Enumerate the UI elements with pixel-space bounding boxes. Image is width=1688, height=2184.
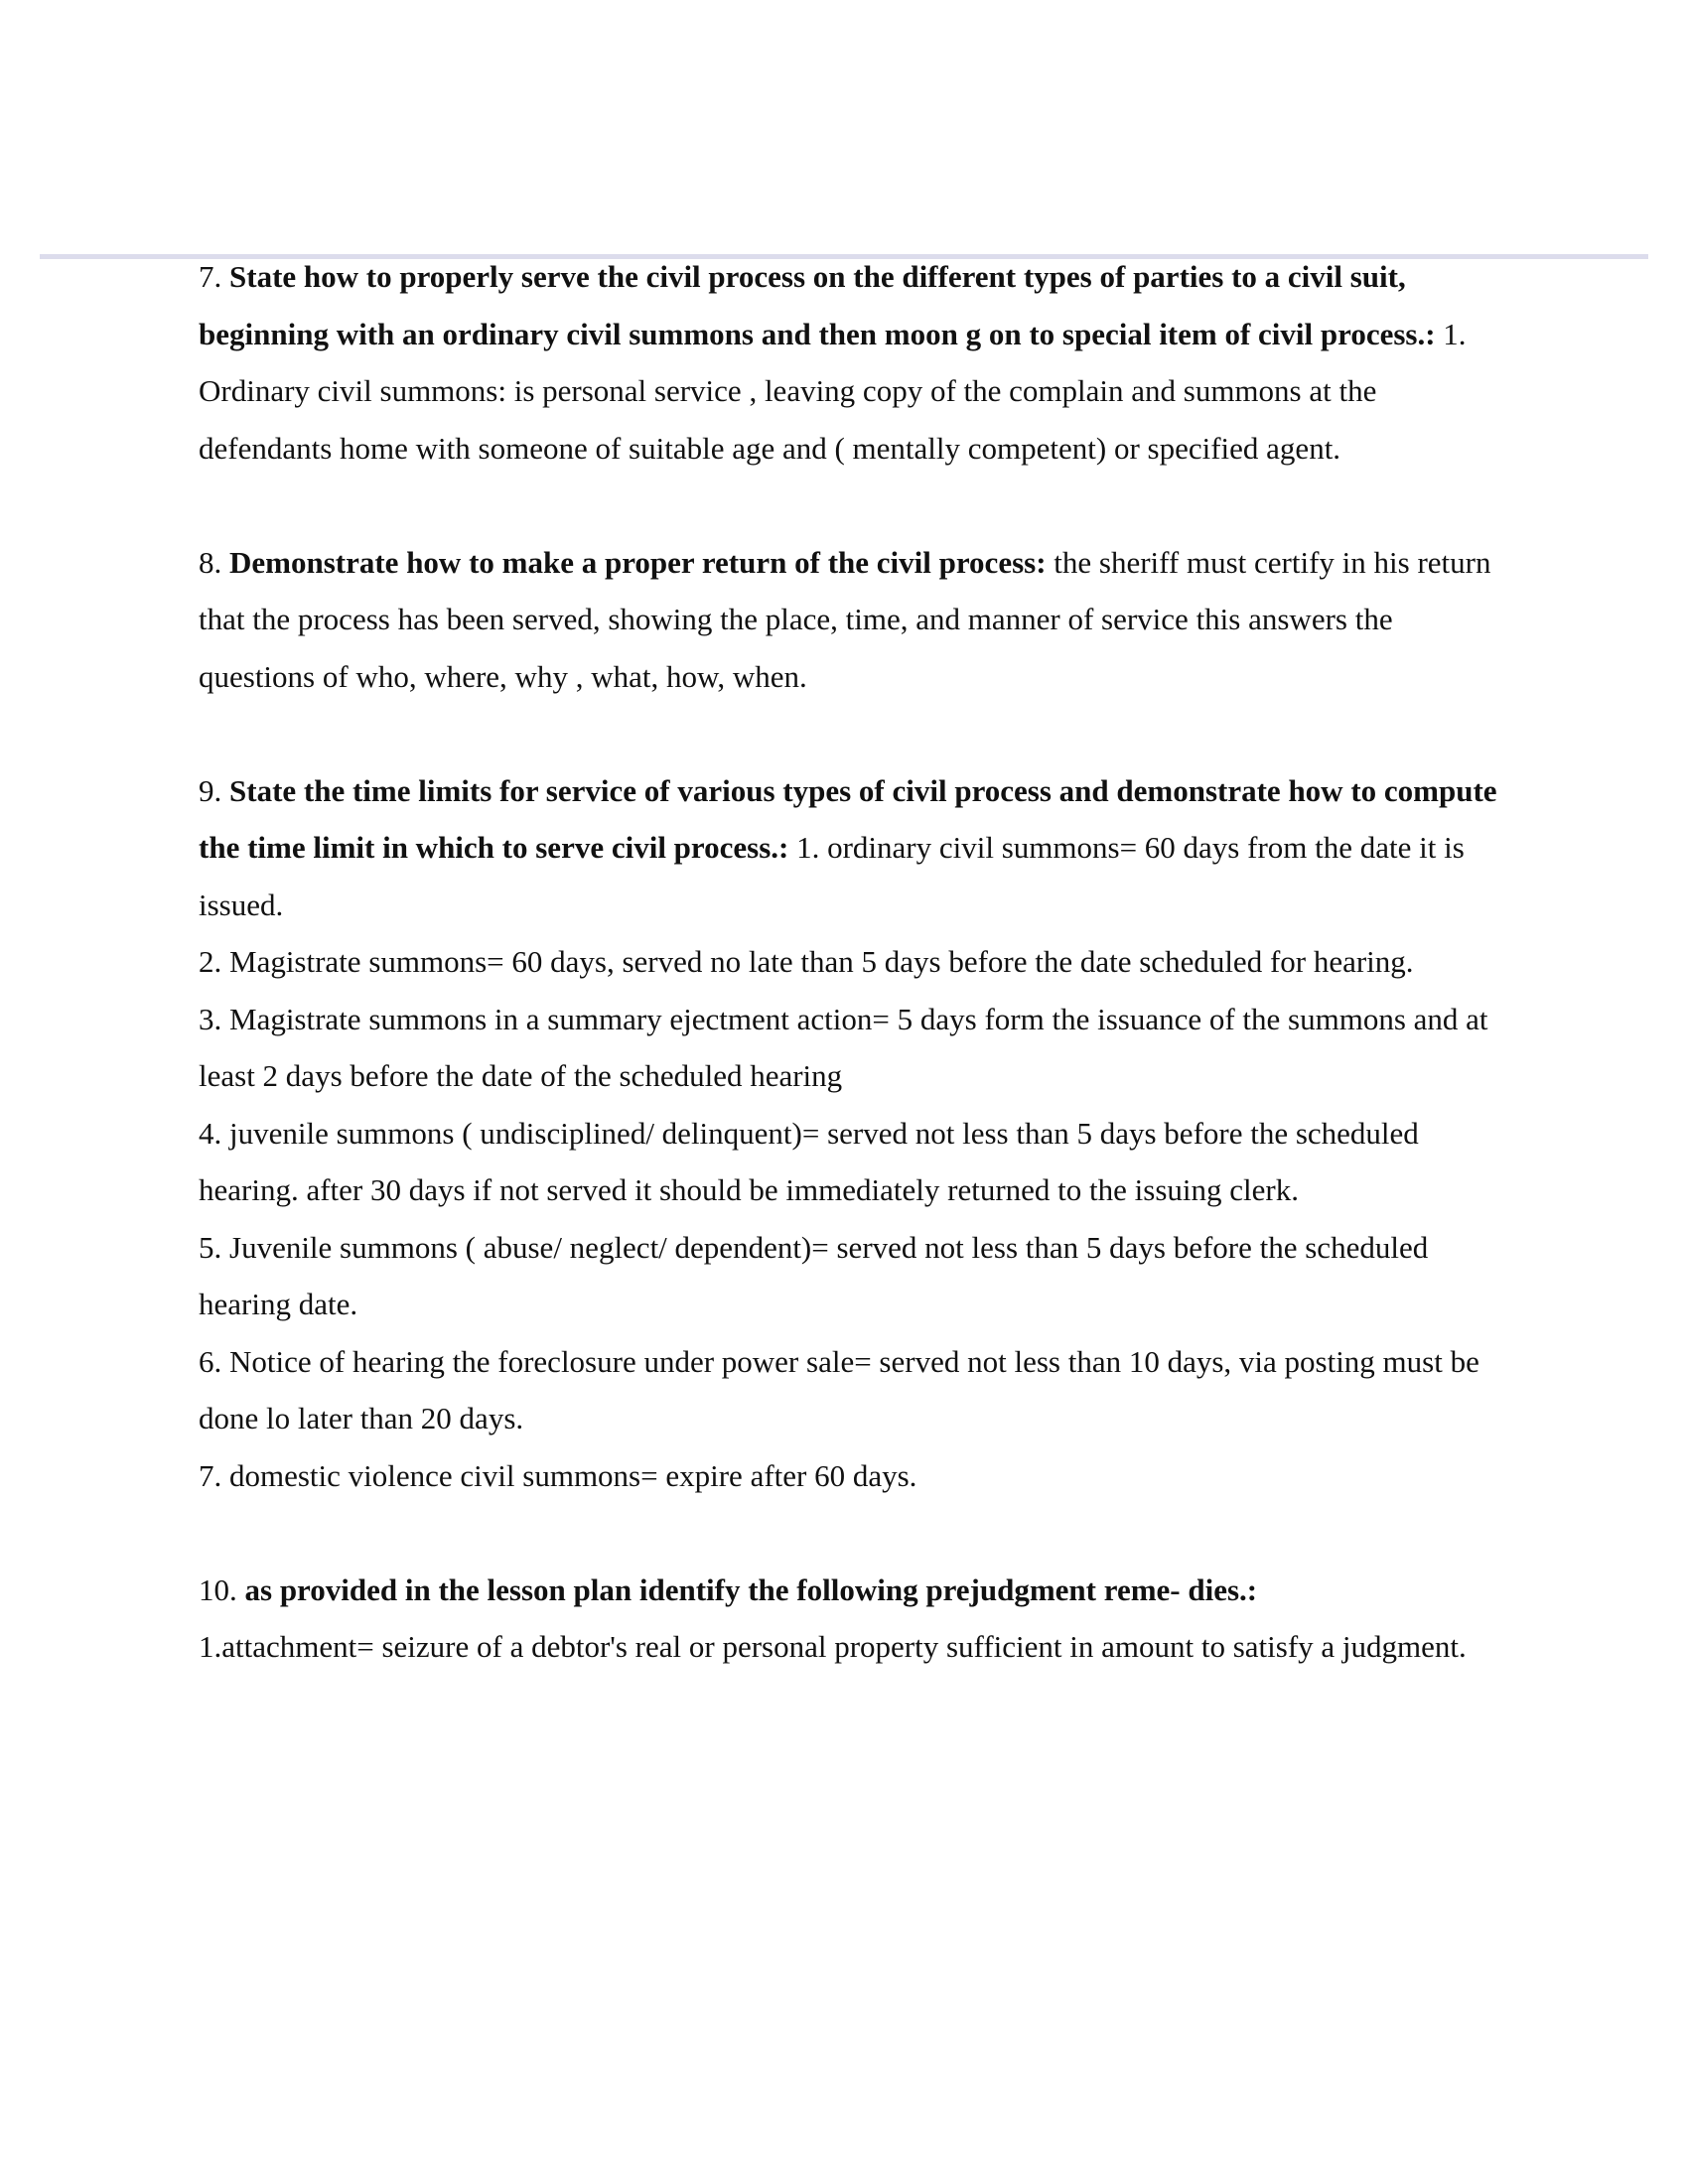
list-item: 2. Magistrate summons= 60 days, served no late than 5 days before the date scheduled for hearing. [199,944,1414,979]
list-item: 5. Juvenile summons ( abuse/ neglect/ dependent)= served not less than 5 days before the scheduled hearing date. [199,1229,1429,1321]
question-8-heading: Demonstrate how to make a proper return of the civil process: [229,544,1047,580]
question-8 [199,534,1509,706]
question-10 [199,1562,1509,1619]
list-item: 4. juvenile summons ( undisciplined/ delinquent)= served not less than 5 days before the scheduled hearing. after 30 days if not served it should be immediately returned to the issuing clerk. [199,1115,1419,1207]
list-item: 6. Notice of hearing the foreclosure under power sale= served not less than 10 days, via posting must be done lo later than 20 days. [199,1343,1479,1435]
question-8-answer: the sheriff must certify in his return that the process has been served, showing the place, time, and manner of service this answers the questions of who, where, why , what, how, when. [199,544,1491,694]
question-7 [199,248,1509,477]
question-9-number: 9. [199,772,222,808]
question-7-heading: State how to properly serve the civil process on the different types of parties to a civil suit, beginning with an ordinary civil summons and then moon g on to special item of civil process.: [199,259,1436,351]
spacer [199,477,1509,534]
question-10-number: 10. [199,1571,237,1607]
question-7-number: 7. [199,259,222,294]
document-body [199,248,1509,1676]
question-9 [199,762,1509,934]
list-item: 7. domestic violence civil summons= expire after 60 days. [199,1457,917,1493]
question-9-answer: 1. ordinary civil summons= 60 days from the date it is issued. [199,830,1465,922]
list-item: 3. Magistrate summons in a summary ejectment action= 5 days form the issuance of the summons and at least 2 days before the date of the scheduled hearing [199,1001,1488,1093]
spacer [199,1504,1509,1562]
question-7-answer: 1. Ordinary civil summons: is personal service , leaving copy of the complain and summons at the defendants home with someone of suitable age and ( mentally competent) or specified agent. [199,316,1467,466]
question-9-heading: State the time limits for service of various types of civil process and demonstrate how to compute the time limit in which to serve civil process.: [199,772,1497,865]
question-8-number: 8. [199,544,222,580]
question-10-heading: as provided in the lesson plan identify the following prejudgment reme- dies.: [244,1571,1258,1607]
list-item: 1.attachment= seizure of a debtor's real or personal property sufficient in amount to satisfy a judgment. [199,1629,1467,1664]
spacer [199,705,1509,762]
